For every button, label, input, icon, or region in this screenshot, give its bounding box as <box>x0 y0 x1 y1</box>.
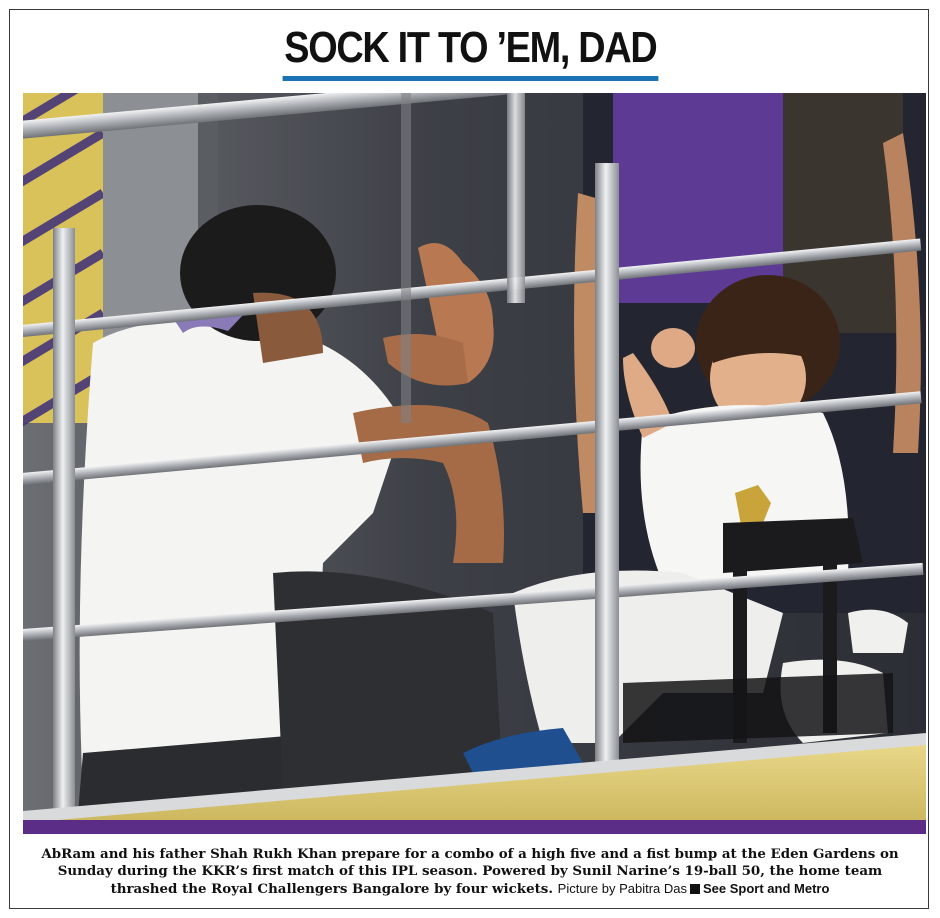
headline: SOCK IT TO ’EM, DAD <box>282 22 658 81</box>
photo-illustration <box>23 93 926 834</box>
photo-credit: Picture by Pabitra Das <box>557 881 687 896</box>
headline-container <box>10 22 930 81</box>
cross-reference: See Sport and Metro <box>703 881 830 896</box>
photo-caption <box>24 846 916 898</box>
end-square-icon <box>690 884 700 894</box>
caption-text: AbRam and his father Shah Rukh Khan prepare for a combo of a high five and a fist bump at the Eden Gardens on Sunday during the KKR’s first match of this IPL season. Powered by Sunil Narine’s 19-ball 50, the home team thrashed the Royal Challengers Bangalore by four wickets. <box>41 846 899 897</box>
photo-bottom-strip <box>23 820 926 834</box>
news-photo <box>23 93 926 834</box>
news-item-frame <box>9 9 929 909</box>
